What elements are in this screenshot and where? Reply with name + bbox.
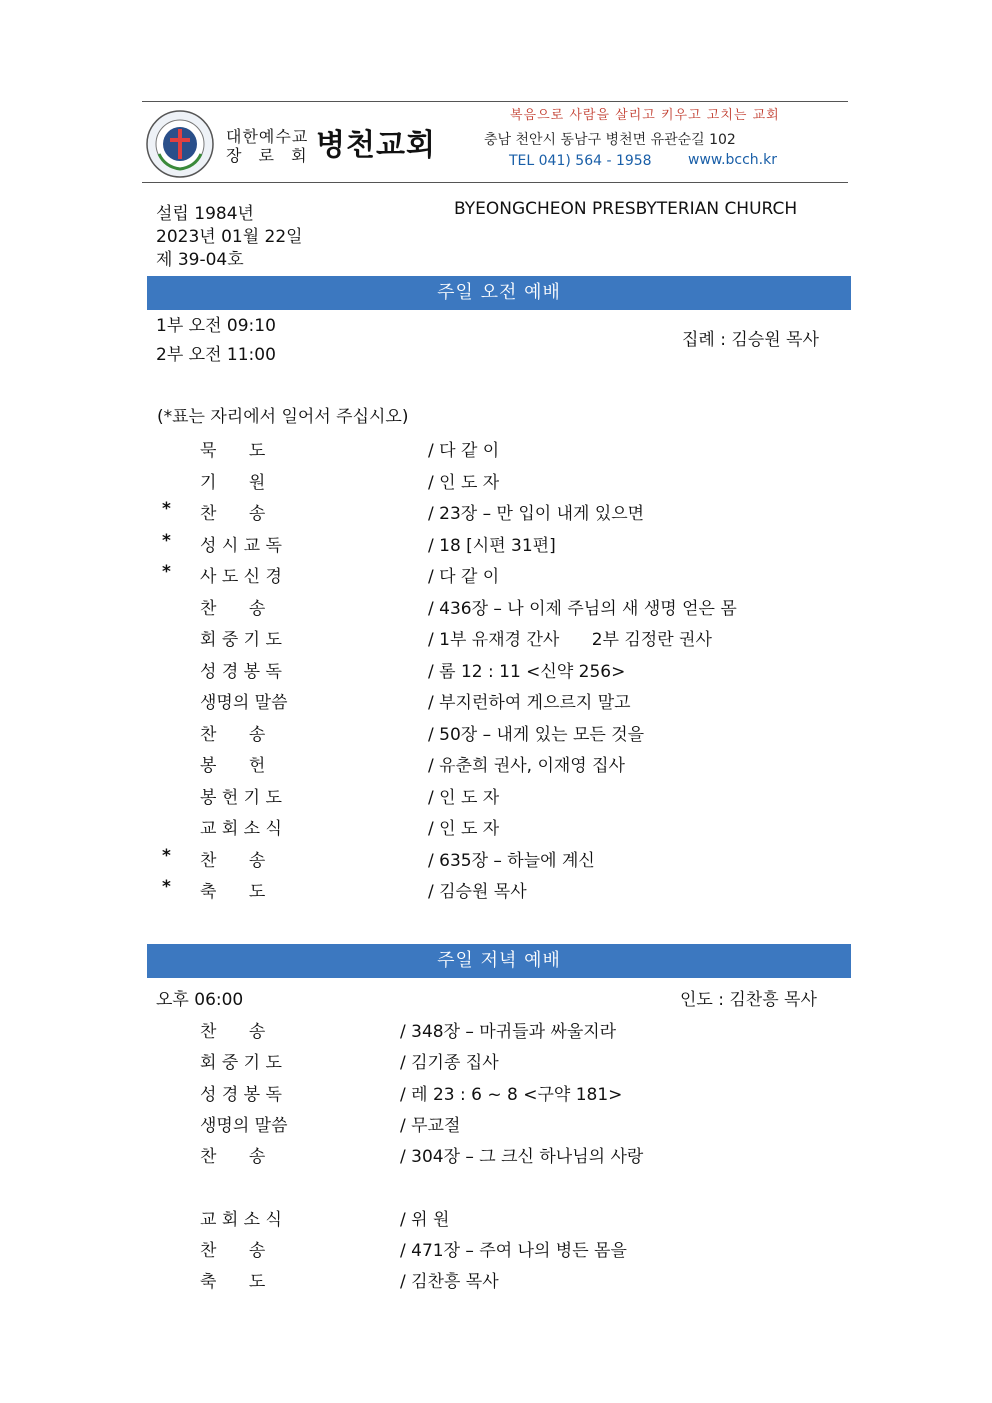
morning-item-label: 생명의 말씀 [200,693,288,713]
evening-time: 오후 06:00 [156,990,244,1010]
church-address: 충남 천안시 동남구 병천면 유관순길 102 [484,132,736,148]
church-website: www.bcch.kr [688,152,777,168]
morning-item [0,468,992,496]
morning-item-label: 찬 송 [200,598,266,619]
stand-marker: * [162,530,171,551]
morning-item [0,720,992,748]
morning-time-first: 1부 오전 09:10 [156,316,276,336]
stand-marker: * [162,499,171,519]
morning-service-title: 주일 오전 예배 [147,276,851,310]
stand-marker: * [162,845,171,866]
morning-item-label: 교 회 소 식 [200,819,282,839]
issue-number: 제 39-04호 [156,250,244,270]
morning-item-value: / 인 도 자 [428,472,500,493]
morning-item-label: 찬 송 [200,850,266,871]
morning-item [0,877,992,905]
evening-item-label: 축 도 [200,1272,266,1292]
evening-item-value: / 무교절 [400,1116,461,1136]
morning-item [0,594,992,622]
morning-item-label: 묵 도 [200,441,266,461]
morning-item [0,657,992,685]
header-bottom-rule [142,182,848,183]
evening-item-label: 회 중 기 도 [200,1053,282,1073]
morning-item [0,499,992,527]
morning-item-label: 성 시 교 독 [200,535,282,556]
morning-item-value: / 인 도 자 [428,787,500,808]
morning-item [0,751,992,779]
evening-item [0,1017,992,1045]
morning-item-label: 축 도 [200,882,266,902]
morning-time-second: 2부 오전 11:00 [156,345,276,365]
morning-item-label: 봉 헌 [200,756,266,776]
morning-item-value: / 23장 – 만 입이 내게 있으면 [428,504,645,524]
founded-year: 설립 1984년 [156,204,254,224]
morning-item-value: / 436장 – 나 이제 주님의 새 생명 얻은 몸 [428,598,737,619]
evening-item [0,1111,992,1139]
morning-item [0,531,992,559]
stand-marker: * [162,562,171,582]
evening-item-label: 찬 송 [200,1147,266,1167]
morning-item [0,814,992,842]
morning-item [0,846,992,874]
evening-item-value: / 위 원 [400,1210,450,1230]
morning-item [0,688,992,716]
evening-item-value: / 김기종 집사 [400,1053,499,1073]
morning-item [0,562,992,590]
morning-item-value: / 롬 12 : 11 <신약 256> [428,661,626,682]
church-name: 병천교회 [316,128,436,163]
morning-item-label: 성 경 봉 독 [200,661,282,682]
church-seal-icon [145,109,215,179]
morning-item-value: / 다 같 이 [428,567,500,587]
evening-item [0,1205,992,1233]
evening-item-value: / 348장 – 마귀들과 싸울지라 [400,1022,617,1042]
evening-item [0,1048,992,1076]
church-motto: 복음으로 사람을 살리고 키우고 고치는 교회 [510,108,780,123]
morning-item-value: / 유춘희 권사, 이재영 집사 [428,756,625,776]
morning-item-value: / 김승원 목사 [428,882,527,902]
morning-item-label: 찬 송 [200,724,266,745]
header-top-rule [142,101,848,102]
evening-item-value: / 김찬흥 목사 [400,1272,499,1292]
morning-item [0,783,992,811]
english-church-name: BYEONGCHEON PRESBYTERIAN CHURCH [454,199,798,219]
morning-item-value: / 인 도 자 [428,819,500,839]
morning-item-label: 봉 헌 기 도 [200,787,282,808]
evening-item-value: / 471장 – 주여 나의 병든 몸을 [400,1241,627,1261]
morning-item-label: 기 원 [200,472,266,493]
denomination-line2: 장 로 회 [226,146,313,165]
morning-item-value: / 18 [시편 31편] [428,535,556,556]
evening-item-label: 생명의 말씀 [200,1116,288,1136]
morning-item-label: 사 도 신 경 [200,567,282,587]
denomination-line1: 대한예수교 [226,127,309,146]
evening-officiant: 인도 : 김찬흥 목사 [680,990,817,1010]
evening-item [0,1236,992,1264]
standing-note: (*표는 자리에서 일어서 주십시오) [157,407,409,427]
morning-item-label: 찬 송 [200,504,266,524]
evening-service-title: 주일 저녁 예배 [147,944,851,978]
evening-item-label: 성 경 봉 독 [200,1085,282,1105]
evening-item-value: / 304장 – 그 크신 하나님의 사랑 [400,1147,644,1167]
evening-item [0,1142,992,1170]
evening-item-value: / 레 23 : 6 ~ 8 <구약 181> [400,1085,623,1105]
stand-marker: * [162,877,171,897]
morning-item-value: / 635장 – 하늘에 계신 [428,850,595,871]
evening-item-label: 찬 송 [200,1022,266,1042]
morning-item-value: / 다 같 이 [428,441,500,461]
morning-item-label: 회 중 기 도 [200,630,282,650]
morning-item-value: / 1부 유재경 간사 2부 김정란 권사 [428,630,712,650]
evening-item [0,1080,992,1108]
morning-item [0,436,992,464]
evening-item-label: 교 회 소 식 [200,1210,282,1230]
morning-item [0,625,992,653]
evening-item-label: 찬 송 [200,1241,266,1261]
morning-item-value: / 50장 – 내게 있는 모든 것을 [428,724,645,745]
church-tel: TEL 041) 564 - 1958 [509,153,652,169]
bulletin-date: 2023년 01월 22일 [156,227,303,247]
morning-officiant: 집례 : 김승원 목사 [682,330,819,350]
morning-item-value: / 부지런하여 게으르지 말고 [428,693,631,713]
evening-item [0,1267,992,1295]
